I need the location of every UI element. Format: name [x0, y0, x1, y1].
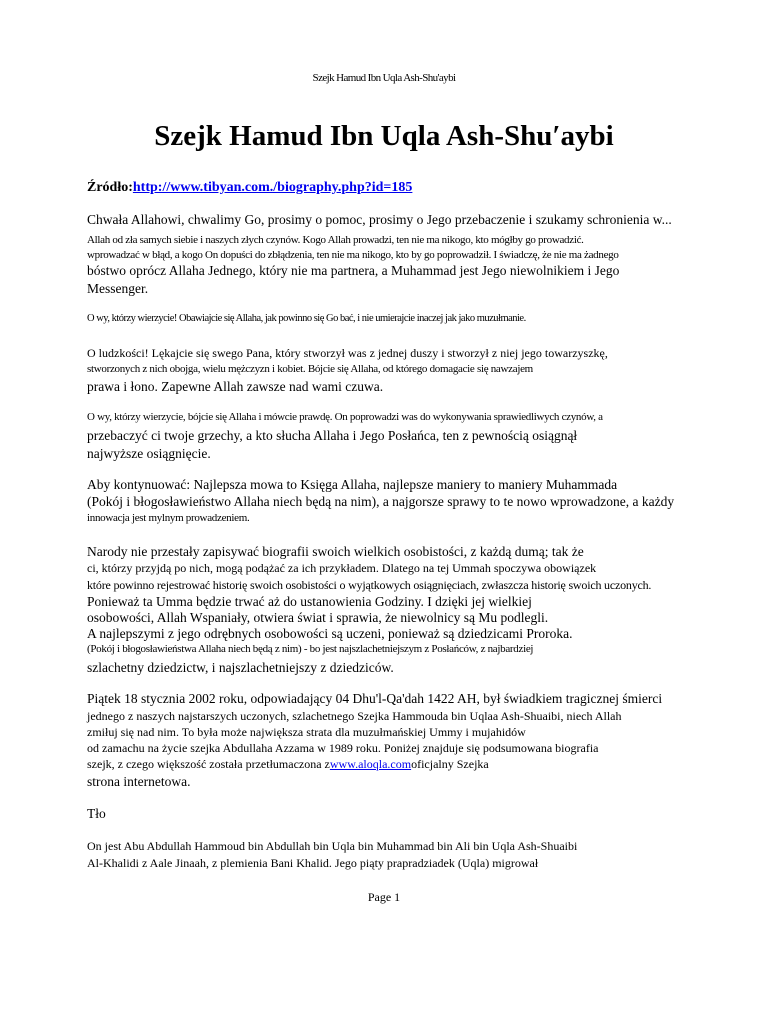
body-text: oficjalny Szejka	[411, 757, 489, 771]
page-number: Page 1	[367, 890, 401, 904]
body-line: On jest Abu Abdullah Hammoud bin Abdullah bin Uqla bin Muhammad bin Ali bin Uqla Ash-Shuaibi	[87, 839, 578, 853]
body-line: Narody nie przestały zapisywać biografii swoich wielkich osobistości, z każdą dumą; tak że	[87, 544, 584, 559]
body-line: szlachetny dziedzictw, i najszlachetniejszy z dziedziców.	[87, 660, 394, 675]
body-line: A najlepszymi z jego odrębnych osobowości są uczeni, ponieważ są dziedzicami Proroka.	[87, 626, 573, 641]
section-heading: Tło	[87, 806, 106, 821]
body-line: O ludzkości! Lękajcie się swego Pana, który stworzył was z jednej duszy i stworzył z niej jego towarzyszkę,	[87, 346, 608, 360]
page-title: Szejk Hamud Ibn Uqla Ash-Shu′aybi	[154, 120, 614, 152]
body-line: stworzonych z nich obojga, wielu mężczyzn i kobiet. Bójcie się Allaha, od którego domagacie się nawzajem	[87, 363, 533, 375]
body-text: szejk, z czego większość została przetłumaczona z	[87, 757, 330, 771]
body-line: bóstwo oprócz Allaha Jednego, który nie ma partnera, a Muhammad jest Jego niewolnikiem i Jego	[87, 263, 620, 278]
body-line: zmiłuj się nad nim. To była może największa strata dla muzułmańskiej Ummy i mujahidów	[87, 725, 526, 739]
body-line: jednego z naszych najstarszych uczonych, szlachetnego Szejka Hammouda bin Uqlaa Ash-Shuaibi, niech Allah	[87, 709, 622, 723]
body-line: które powinno rejestrować historię swoich osobistości o wyjątkowych osiągnięciach, zwłaszcza historię swoich uczonych.	[87, 578, 652, 592]
body-line: (Pokój i błogosławieństwa Allaha niech będą z nim) - bo jest najszlachetniejszym z Posłańców, z najbardziej	[87, 643, 534, 655]
body-line: strona internetowa.	[87, 774, 191, 789]
body-line: wprowadzać w błąd, a kogo On dopuści do zbłądzenia, ten nie ma nikogo, kto by go poprowadził. I świadczę, że nie ma żadnego	[87, 249, 619, 261]
body-line: innowacja jest mylnym prowadzeniem.	[87, 512, 250, 524]
body-line: Ponieważ ta Umma będzie trwać aż do ustanowienia Godziny. I dzięki jej wielkiej	[87, 594, 532, 609]
body-line: ci, którzy przyjdą po nich, mogą podążać za ich przykładem. Dlatego na tej Ummah spoczywa obowiązek	[87, 561, 597, 575]
body-line: Messenger.	[87, 281, 149, 296]
body-line: prawa i łono. Zapewne Allah zawsze nad wami czuwa.	[87, 379, 384, 394]
body-line	[87, 757, 489, 772]
running-header: Szejk Hamud Ibn Uqla Ash-Shu'aybi	[312, 72, 456, 84]
body-line: (Pokój i błogosławieństwo Allaha niech będą na nim), a najgorsze sprawy to te nowo wprowadzone, a każdy	[87, 494, 675, 509]
aloqla-link[interactable]: www.aloqla.com	[329, 757, 412, 771]
body-line: od zamachu na życie szejka Abdullaha Azzama w 1989 roku. Poniżej znajduje się podsumowana biografia	[87, 741, 599, 755]
body-line: najwyższe osiągnięcie.	[87, 446, 211, 461]
source-line	[87, 180, 419, 196]
source-label: Źródło:	[87, 180, 133, 195]
body-line: Al-Khalidi z Aale Jinaah, z plemienia Bani Khalid. Jego piąty prapradziadek (Uqla) migrował	[87, 856, 539, 870]
body-line: Piątek 18 stycznia 2002 roku, odpowiadający 04 Dhu'l-Qa'dah 1422 AH, był świadkiem tragicznej śmierci	[87, 691, 663, 706]
body-line: Chwała Allahowi, chwalimy Go, prosimy o pomoc, prosimy o Jego przebaczenie i szukamy schronienia w...	[87, 212, 672, 227]
body-line: O wy, którzy wierzycie, bójcie się Allaha i mówcie prawdę. On poprowadzi was do wykonywania sprawiedliwych czynów, a	[87, 411, 603, 423]
body-line: Allah od zła samych siebie i naszych złych czynów. Kogo Allah prowadzi, ten nie ma nikogo, kto mógłby go prowadzić.	[87, 234, 584, 246]
body-line: osobowości, Allah Wspaniały, otwiera świat i sprawia, że niewolnicy są Mu podlegli.	[87, 610, 549, 625]
body-line: przebaczyć ci twoje grzechy, a kto słucha Allaha i Jego Posłańca, ten z pewnością osiągnął	[87, 428, 578, 443]
source-link[interactable]: http://www.tibyan.com./biography.php?id=185	[132, 180, 413, 195]
body-line: Aby kontynuować: Najlepsza mowa to Księga Allaha, najlepsze maniery to maniery Muhammada	[87, 477, 618, 492]
body-line: O wy, którzy wierzycie! Obawiajcie się Allaha, jak powinno się Go bać, i nie umierajcie inaczej jak jako muzułmanie.	[87, 313, 526, 324]
